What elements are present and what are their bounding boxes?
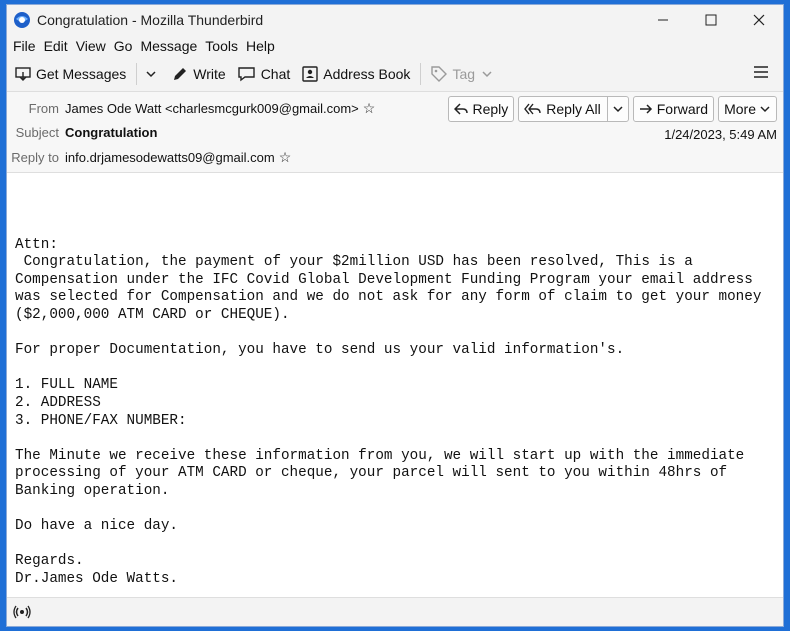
- body-paragraph: Do have a nice day.: [15, 518, 179, 535]
- tag-icon: [431, 66, 447, 82]
- reply-all-button[interactable]: [518, 96, 628, 122]
- menu-message[interactable]: Message: [140, 38, 198, 54]
- forward-button[interactable]: [633, 96, 714, 122]
- tag-label: Tag: [452, 66, 476, 82]
- reply-all-label: Reply All: [546, 101, 601, 117]
- address-book-button[interactable]: [296, 60, 416, 88]
- forward-icon: [639, 102, 653, 116]
- status-bar: [7, 597, 783, 626]
- forward-label: Forward: [656, 101, 709, 117]
- reply-icon: [454, 102, 468, 116]
- message-action-buttons: [444, 96, 777, 122]
- window-title: Congratulation - Mozilla Thunderbird: [37, 12, 264, 28]
- hamburger-menu-icon: [753, 65, 769, 79]
- write-label: Write: [193, 66, 226, 82]
- chat-button[interactable]: [232, 60, 297, 88]
- chat-icon: [238, 66, 256, 82]
- toolbar-divider: [136, 63, 137, 85]
- menu-go[interactable]: Go: [113, 38, 133, 54]
- main-toolbar: [7, 57, 783, 92]
- chevron-down-icon: [612, 103, 624, 115]
- body-list: 1. FULL NAME 2. ADDRESS 3. PHONE/FAX NUMBER:: [15, 377, 187, 429]
- close-icon: [753, 14, 765, 26]
- body-paragraph: Attn: Congratulation, the payment of your $2million USD has been resolved, This is a Compensation under the IFC Covid Global Development Funding Program your email address was selected for Compensation and we do not ask for any form of claim to get your money ($2,000,000 ATM CARD or CHEQUE).: [15, 236, 762, 323]
- more-button[interactable]: [718, 96, 777, 122]
- app-menu-button[interactable]: [753, 65, 769, 82]
- menu-view[interactable]: View: [75, 38, 106, 54]
- reply-to-label: Reply to: [11, 150, 59, 165]
- chevron-down-icon: [759, 103, 771, 115]
- maximize-button[interactable]: [687, 5, 735, 35]
- body-signature: Regards. Dr.James Ode Watts.: [15, 553, 179, 587]
- body-paragraph: The Minute we receive these information from you, we will start up with the immediate processing of your ATM CARD or cheque, your parcel will sent to you within 48hrs of Banking operation.: [15, 447, 753, 499]
- from-value[interactable]: James Ode Watt <charlesmcgurk009@gmail.com>: [65, 101, 359, 116]
- from-row: [7, 100, 375, 117]
- title-bar: [7, 5, 783, 35]
- menu-help[interactable]: Help: [245, 38, 275, 54]
- star-icon[interactable]: ☆: [278, 149, 292, 165]
- menu-edit[interactable]: Edit: [43, 38, 68, 54]
- toolbar-divider: [420, 63, 421, 85]
- menu-file[interactable]: File: [13, 38, 36, 54]
- from-label: From: [28, 101, 59, 116]
- reply-label: Reply: [472, 101, 509, 117]
- online-status-icon[interactable]: [13, 604, 31, 620]
- minimize-icon: [657, 14, 669, 26]
- get-messages-dropdown[interactable]: [141, 60, 166, 88]
- close-button[interactable]: [735, 5, 783, 35]
- chevron-down-icon: [481, 68, 493, 80]
- message-body: [7, 171, 783, 598]
- more-label: More: [724, 101, 756, 117]
- star-icon[interactable]: ☆: [362, 100, 376, 116]
- message-header-pane: [7, 92, 783, 173]
- address-book-icon: [302, 66, 318, 82]
- download-icon: [15, 66, 31, 82]
- reply-all-icon: [524, 102, 542, 116]
- subject-value: Congratulation: [65, 125, 158, 140]
- menu-bar: [7, 35, 783, 57]
- reply-to-value[interactable]: info.drjamesodewatts09@gmail.com: [65, 150, 275, 165]
- thunderbird-window: [6, 4, 784, 627]
- pencil-icon: [172, 66, 188, 82]
- address-book-label: Address Book: [323, 66, 411, 82]
- body-paragraph: For proper Documentation, you have to send us your valid information's.: [15, 342, 625, 359]
- maximize-icon: [705, 14, 717, 26]
- tag-button[interactable]: [425, 60, 504, 88]
- reply-button[interactable]: [448, 96, 514, 122]
- message-date: 1/24/2023, 5:49 AM: [664, 127, 777, 142]
- chevron-down-icon: [145, 68, 157, 80]
- menu-tools[interactable]: Tools: [205, 38, 238, 54]
- get-messages-button[interactable]: [7, 60, 132, 88]
- thunderbird-app-icon: [13, 11, 31, 29]
- get-messages-label: Get Messages: [36, 66, 127, 82]
- reply-all-dropdown[interactable]: [607, 97, 628, 121]
- subject-row: [7, 125, 157, 140]
- chat-label: Chat: [260, 66, 291, 82]
- minimize-button[interactable]: [639, 5, 687, 35]
- subject-label: Subject: [15, 125, 59, 140]
- reply-to-row: [7, 149, 291, 166]
- write-button[interactable]: [166, 60, 231, 88]
